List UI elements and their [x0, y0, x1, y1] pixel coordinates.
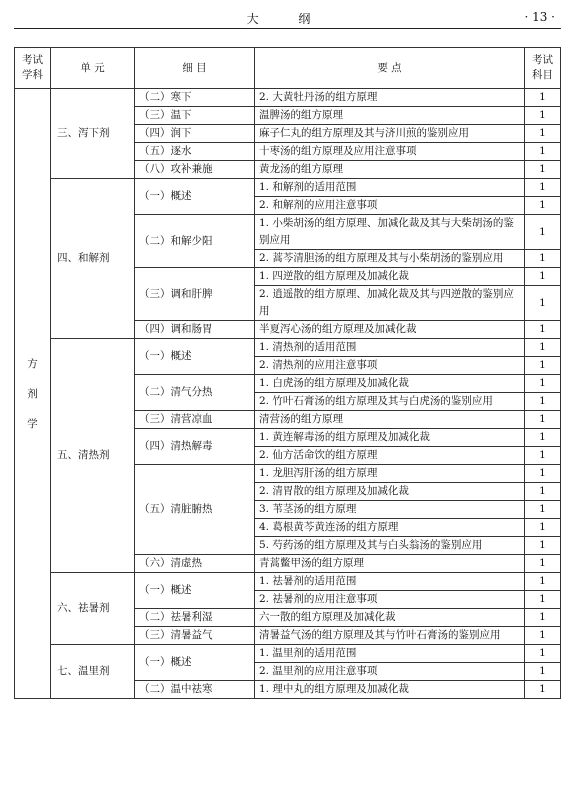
point-cell: 黄龙汤的组方原理	[255, 161, 525, 179]
detail-cell: （四）调和肠胃	[135, 321, 255, 339]
level-cell: 1	[525, 107, 561, 125]
point-cell: 清暑益气汤的组方原理及其与竹叶石膏汤的鉴别应用	[255, 627, 525, 645]
table-row	[15, 339, 561, 357]
level-cell: 1	[525, 609, 561, 627]
point-cell: 4. 葛根黄芩黄连汤的组方原理	[255, 519, 525, 537]
point-cell: 1. 白虎汤的组方原理及加减化裁	[255, 375, 525, 393]
point-cell: 1. 温里剂的适用范围	[255, 645, 525, 663]
point-cell: 2. 竹叶石膏汤的组方原理及其与白虎汤的鉴别应用	[255, 393, 525, 411]
level-cell: 1	[525, 501, 561, 519]
table-header-row	[15, 48, 561, 89]
subject-cell	[15, 89, 51, 699]
detail-cell: （二）和解少阳	[135, 215, 255, 268]
level-cell: 1	[525, 268, 561, 286]
unit-cell: 四、和解剂	[51, 179, 135, 339]
detail-cell: （二）祛暑利湿	[135, 609, 255, 627]
level-cell: 1	[525, 681, 561, 699]
syllabus-table	[14, 47, 561, 699]
level-cell: 1	[525, 339, 561, 357]
level-cell: 1	[525, 215, 561, 250]
level-cell: 1	[525, 537, 561, 555]
unit-cell: 七、温里剂	[51, 645, 135, 699]
level-cell: 1	[525, 429, 561, 447]
level-cell: 1	[525, 663, 561, 681]
point-cell: 2. 清胃散的组方原理及加减化裁	[255, 483, 525, 501]
point-cell: 2. 清热剂的应用注意事项	[255, 357, 525, 375]
detail-cell: （一）概述	[135, 573, 255, 609]
detail-cell: （四）润下	[135, 125, 255, 143]
page-title: 大 纲	[246, 12, 329, 26]
point-cell: 1. 清热剂的适用范围	[255, 339, 525, 357]
table-row	[15, 89, 561, 107]
level-cell: 1	[525, 573, 561, 591]
detail-cell: （一）概述	[135, 179, 255, 215]
table-row	[15, 645, 561, 663]
point-cell: 3. 苇茎汤的组方原理	[255, 501, 525, 519]
point-cell: 5. 芍药汤的组方原理及其与白头翁汤的鉴别应用	[255, 537, 525, 555]
point-cell: 麻子仁丸的组方原理及其与济川煎的鉴别应用	[255, 125, 525, 143]
level-cell: 1	[525, 393, 561, 411]
level-cell: 1	[525, 125, 561, 143]
detail-cell: （六）清虚热	[135, 555, 255, 573]
detail-cell: （二）温中祛寒	[135, 681, 255, 699]
level-cell: 1	[525, 555, 561, 573]
detail-cell: （五）清脏腑热	[135, 465, 255, 555]
point-cell: 2. 仙方活命饮的组方原理	[255, 447, 525, 465]
point-cell: 1. 小柴胡汤的组方原理、加减化裁及其与大柴胡汤的鉴别应用	[255, 215, 525, 250]
level-cell: 1	[525, 357, 561, 375]
page-header	[14, 8, 561, 29]
point-cell: 2. 逍遥散的组方原理、加减化裁及其与四逆散的鉴别应用	[255, 286, 525, 321]
level-cell: 1	[525, 627, 561, 645]
subject-char: 学	[27, 417, 38, 430]
detail-cell: （一）概述	[135, 645, 255, 681]
level-cell: 1	[525, 519, 561, 537]
page-number: · 13 ·	[524, 10, 555, 24]
unit-cell: 五、清热剂	[51, 339, 135, 573]
point-cell: 2. 大黄牡丹汤的组方原理	[255, 89, 525, 107]
point-cell: 1. 理中丸的组方原理及加减化裁	[255, 681, 525, 699]
point-cell: 十枣汤的组方原理及应用注意事项	[255, 143, 525, 161]
unit-cell: 六、祛暑剂	[51, 573, 135, 645]
point-cell: 清营汤的组方原理	[255, 411, 525, 429]
point-cell: 1. 龙胆泻肝汤的组方原理	[255, 465, 525, 483]
header-unit: 单 元	[51, 48, 135, 89]
level-cell: 1	[525, 375, 561, 393]
point-cell: 2. 温里剂的应用注意事项	[255, 663, 525, 681]
point-cell: 1. 四逆散的组方原理及加减化裁	[255, 268, 525, 286]
level-cell: 1	[525, 161, 561, 179]
point-cell: 1. 黄连解毒汤的组方原理及加减化裁	[255, 429, 525, 447]
detail-cell: （一）概述	[135, 339, 255, 375]
point-cell: 2. 祛暑剂的应用注意事项	[255, 591, 525, 609]
level-cell: 1	[525, 250, 561, 268]
detail-cell: （八）攻补兼施	[135, 161, 255, 179]
unit-cell: 三、泻下剂	[51, 89, 135, 179]
level-cell: 1	[525, 143, 561, 161]
subject-char: 剂	[27, 387, 38, 400]
level-cell: 1	[525, 645, 561, 663]
level-cell: 1	[525, 447, 561, 465]
table-row	[15, 573, 561, 591]
detail-cell: （三）清营凉血	[135, 411, 255, 429]
level-cell: 1	[525, 411, 561, 429]
level-cell: 1	[525, 483, 561, 501]
level-cell: 1	[525, 591, 561, 609]
point-cell: 六一散的组方原理及加减化裁	[255, 609, 525, 627]
detail-cell: （三）清暑益气	[135, 627, 255, 645]
level-cell: 1	[525, 465, 561, 483]
detail-cell: （二）寒下	[135, 89, 255, 107]
level-cell: 1	[525, 321, 561, 339]
detail-cell: （五）逐水	[135, 143, 255, 161]
table-row	[15, 179, 561, 197]
header-level: 考试科目	[525, 48, 561, 89]
detail-cell: （三）调和肝脾	[135, 268, 255, 321]
point-cell: 1. 祛暑剂的适用范围	[255, 573, 525, 591]
header-detail: 细 目	[135, 48, 255, 89]
header-points: 要 点	[255, 48, 525, 89]
point-cell: 半夏泻心汤的组方原理及加减化裁	[255, 321, 525, 339]
detail-cell: （二）清气分热	[135, 375, 255, 411]
level-cell: 1	[525, 89, 561, 107]
point-cell: 青蒿鳖甲汤的组方原理	[255, 555, 525, 573]
point-cell: 1. 和解剂的适用范围	[255, 179, 525, 197]
subject-char: 方	[27, 357, 38, 370]
detail-cell: （三）温下	[135, 107, 255, 125]
level-cell: 1	[525, 197, 561, 215]
level-cell: 1	[525, 179, 561, 197]
point-cell: 2. 和解剂的应用注意事项	[255, 197, 525, 215]
point-cell: 温脾汤的组方原理	[255, 107, 525, 125]
point-cell: 2. 蒿芩清胆汤的组方原理及其与小柴胡汤的鉴别应用	[255, 250, 525, 268]
level-cell: 1	[525, 286, 561, 321]
detail-cell: （四）清热解毒	[135, 429, 255, 465]
header-subject: 考试学科	[15, 48, 51, 89]
